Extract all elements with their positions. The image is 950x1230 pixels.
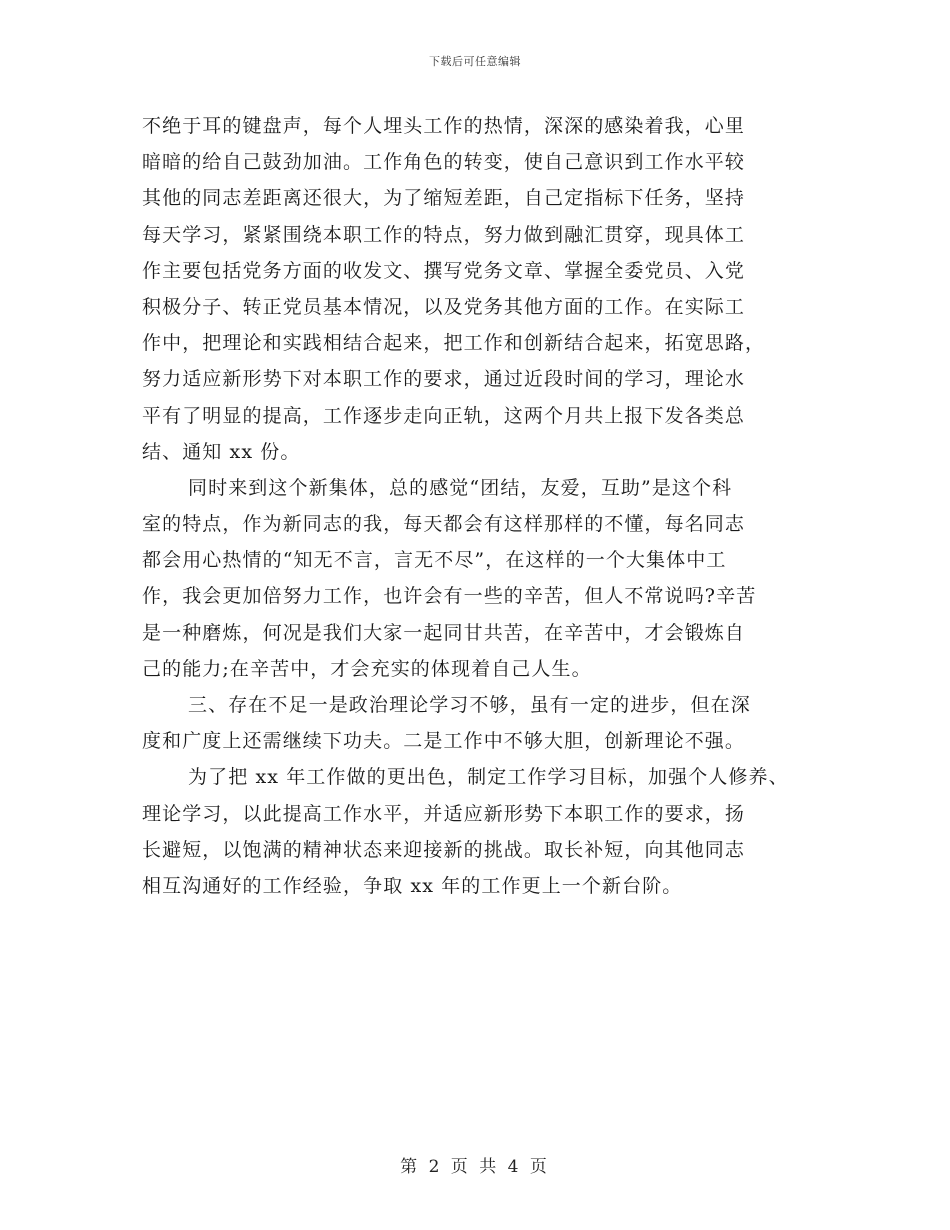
- paragraph-start-line: 三、存在不足一是政治理论学习不够，虽有一定的进步，但在深: [188, 694, 751, 716]
- page-number-footer: 第 2 页 共 4 页: [400, 1157, 550, 1177]
- body-line: 作主要包括党务方面的收发文、撰写党务文章、掌握全委党员、入党: [142, 259, 746, 282]
- body-line: 都会用心热情的“知无不言，言无不尽”，在这样的一个大集体中工: [142, 549, 727, 572]
- paragraph-start-line: 同时来到这个新集体，总的感觉“团结，友爱，互助”是这个科: [188, 476, 733, 499]
- body-line: 暗暗的给自己鼓劲加油。工作角色的转变，使自己意识到工作水平较: [142, 151, 746, 174]
- body-line: 相互沟通好的工作经验，争取 xx 年的工作更上一个新台阶。: [142, 874, 683, 897]
- body-line: 己的能力;在辛苦中，才会充实的体现着自己人生。: [142, 657, 592, 680]
- body-line: 是一种磨炼，何况是我们大家一起同甘共苦，在辛苦中，才会锻炼自: [142, 621, 746, 644]
- paragraph-start-line: 为了把 xx 年工作做的更出色，制定工作学习目标，加强个人修养、: [188, 766, 789, 789]
- body-line: 作，我会更加倍努力工作，也许会有一些的辛苦，但人不常说吗?辛苦: [142, 585, 757, 608]
- body-line: 度和广度上还需继续下功夫。二是工作中不够大胆，创新理论不强。: [142, 730, 746, 753]
- document-body: [142, 108, 812, 904]
- page-header: 下载后可任意编辑: [429, 55, 521, 68]
- body-line: 作中，把理论和实践相结合起来，把工作和创新结合起来，拓宽思路，: [142, 332, 766, 355]
- body-line: 其他的同志差距离还很大，为了缩短差距，自己定指标下任务，坚持: [142, 187, 746, 210]
- body-line: 结、通知 xx 份。: [142, 440, 301, 463]
- body-line: 平有了明显的提高，工作逐步走向正轨，这两个月共上报下发各类总: [142, 404, 746, 427]
- body-line: 室的特点，作为新同志的我，每天都会有这样那样的不懂，每名同志: [142, 513, 746, 536]
- body-line: 每天学习，紧紧围绕本职工作的特点，努力做到融汇贯穿，现具体工: [142, 223, 746, 246]
- body-line: 积极分子、转正党员基本情况，以及党务其他方面的工作。在实际工: [142, 295, 746, 318]
- body-line: 理论学习，以此提高工作水平，并适应新形势下本职工作的要求，扬: [142, 802, 746, 825]
- body-line: 长避短，以饱满的精神状态来迎接新的挑战。取长补短，向其他同志: [142, 838, 746, 861]
- body-line: 不绝于耳的键盘声，每个人埋头工作的热情，深深的感染着我，心里: [142, 115, 746, 137]
- body-line: 努力适应新形势下对本职工作的要求，通过近段时间的学习，理论水: [142, 368, 746, 391]
